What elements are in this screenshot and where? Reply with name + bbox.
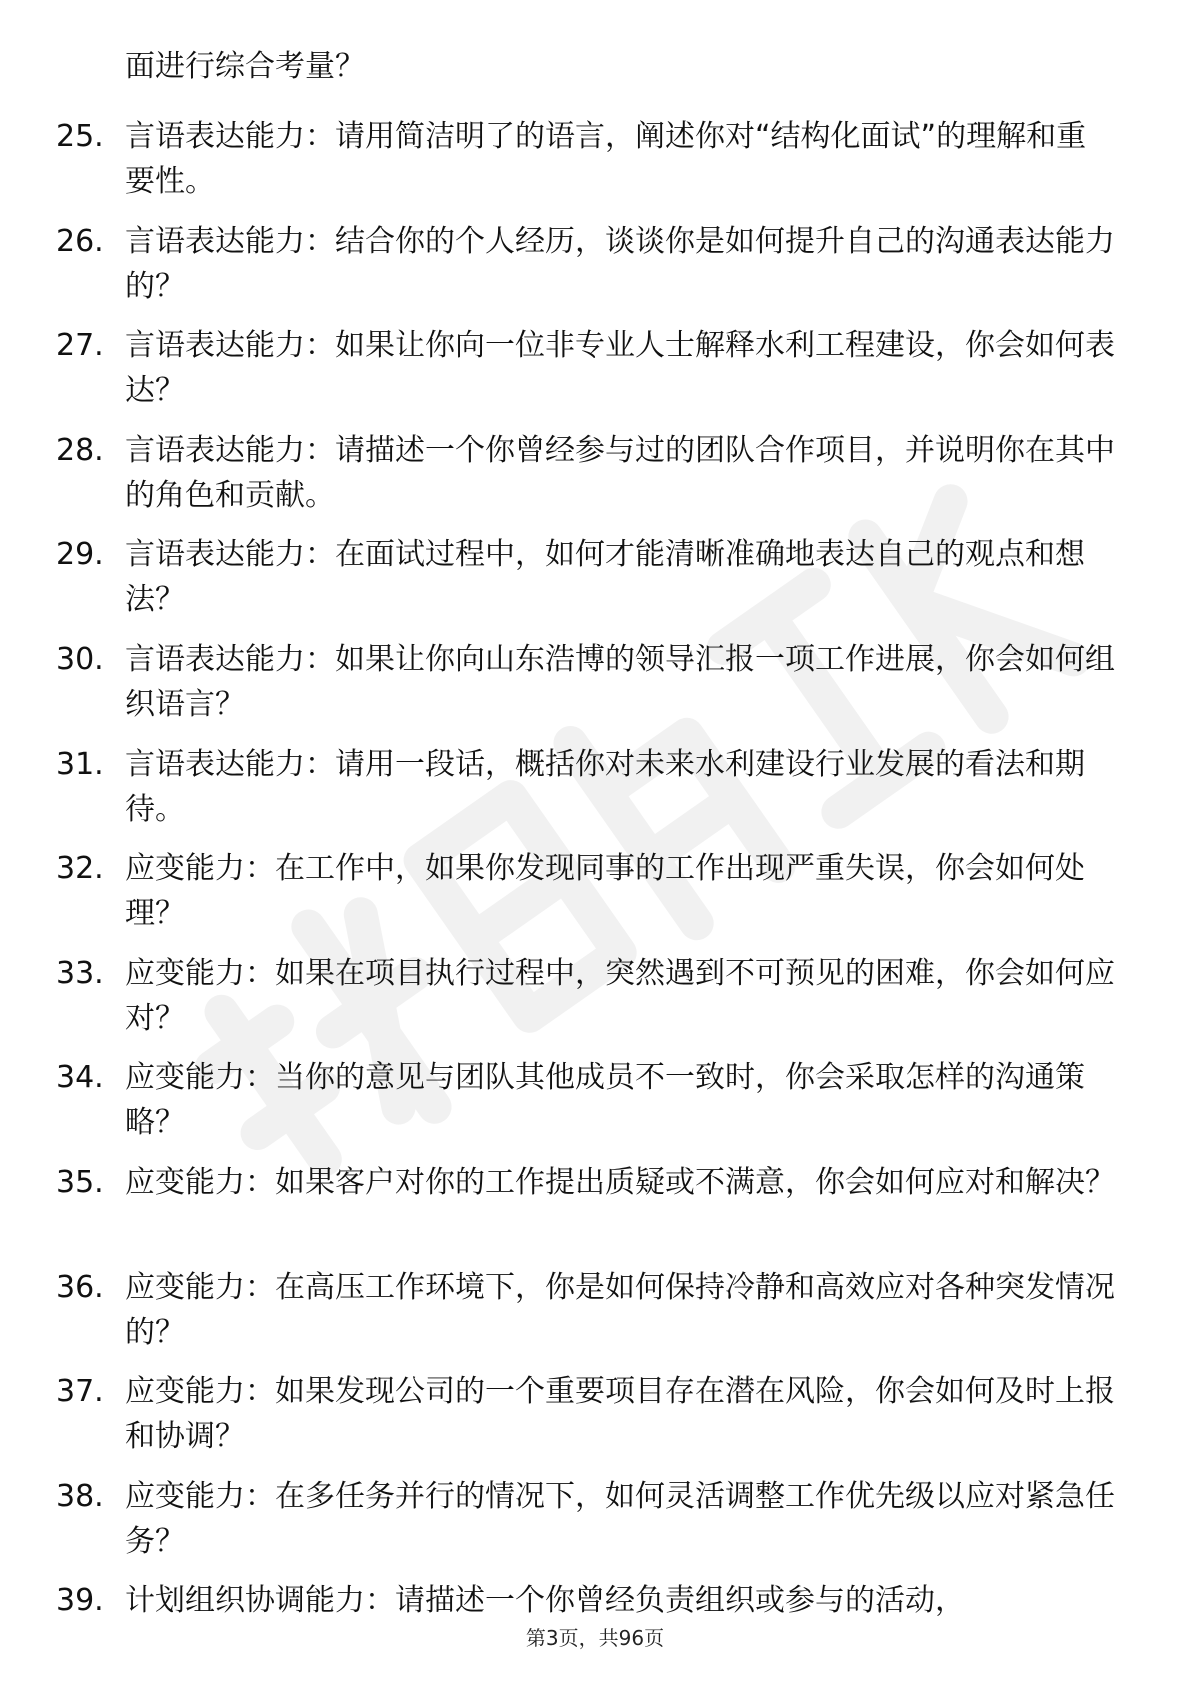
question-text: 应变能力：在多任务并行的情况下，如何灵活调整工作优先级以应对紧急任务？ <box>125 1478 1115 1559</box>
question-text: 言语表达能力：请用一段话，概括你对未来水利建设行业发展的看法和期待。 <box>125 746 1085 827</box>
question-item <box>0 637 1190 727</box>
question-item <box>0 1055 1190 1145</box>
question-number: 39. <box>56 1583 104 1619</box>
question-text: 言语表达能力：在面试过程中，如何才能清晰准确地表达自己的观点和想法？ <box>125 537 1085 618</box>
question-text: 应变能力：如果客户对你的工作提出质疑或不满意，你会如何应对和解决？ <box>125 1164 1115 1200</box>
question-number: 27. <box>56 328 104 364</box>
question-text: 应变能力：在高压工作环境下，你是如何保持冷静和高效应对各种突发情况的？ <box>125 1269 1115 1350</box>
question-text: 言语表达能力：结合你的个人经历，谈谈你是如何提升自己的沟通表达能力的？ <box>125 223 1115 304</box>
question-text: 言语表达能力：请描述一个你曾经参与过的团队合作项目，并说明你在其中的角色和贡献。 <box>125 432 1115 513</box>
question-number: 37. <box>56 1374 104 1410</box>
question-text: 言语表达能力：如果让你向一位非专业人士解释水利工程建设，你会如何表达？ <box>125 328 1115 409</box>
question-number: 30. <box>56 641 104 677</box>
question-number: 29. <box>56 537 104 573</box>
question-text: 应变能力：如果发现公司的一个重要项目存在潜在风险，你会如何及时上报和协调？ <box>125 1374 1115 1455</box>
question-number: 28. <box>56 432 104 468</box>
question-number: 33. <box>56 955 104 991</box>
question-item <box>0 323 1190 413</box>
question-list <box>0 114 1190 1683</box>
question-text: 言语表达能力：如果让你向山东浩博的领导汇报一项工作进展，你会如何组织语言？ <box>125 641 1115 722</box>
question-number: 32. <box>56 851 104 887</box>
question-number: 35. <box>56 1164 104 1200</box>
question-text: 应变能力：如果在项目执行过程中，突然遇到不可预见的困难，你会如何应对？ <box>125 955 1115 1036</box>
question-item <box>0 114 1190 204</box>
question-item <box>0 951 1190 1041</box>
question-item <box>0 1474 1190 1564</box>
question-item <box>0 532 1190 622</box>
question-item <box>0 219 1190 309</box>
continuation-text: 面进行综合考量？ <box>125 49 365 84</box>
question-text: 应变能力：在工作中，如果你发现同事的工作出现严重失误，你会如何处理？ <box>125 851 1085 932</box>
question-text: 应变能力：当你的意见与团队其他成员不一致时，你会采取怎样的沟通策略？ <box>125 1060 1085 1141</box>
question-item <box>0 1265 1190 1355</box>
question-number: 36. <box>56 1269 104 1305</box>
question-number: 26. <box>56 223 104 259</box>
question-number: 31. <box>56 746 104 782</box>
question-text: 计划组织协调能力：请描述一个你曾经负责组织或参与的活动， <box>125 1583 965 1619</box>
question-text: 言语表达能力：请用简洁明了的语言，阐述你对“结构化面试”的理解和重要性。 <box>125 119 1087 199</box>
question-number: 25. <box>56 119 104 154</box>
question-item <box>0 846 1190 936</box>
question-item <box>0 1160 1190 1250</box>
page-footer: 第3页，共96页 <box>525 1626 665 1650</box>
question-number: 38. <box>56 1478 104 1514</box>
question-item <box>0 1369 1190 1459</box>
question-item <box>0 742 1190 832</box>
question-number: 34. <box>56 1060 104 1096</box>
question-item <box>0 428 1190 518</box>
question-item <box>0 1578 1190 1668</box>
